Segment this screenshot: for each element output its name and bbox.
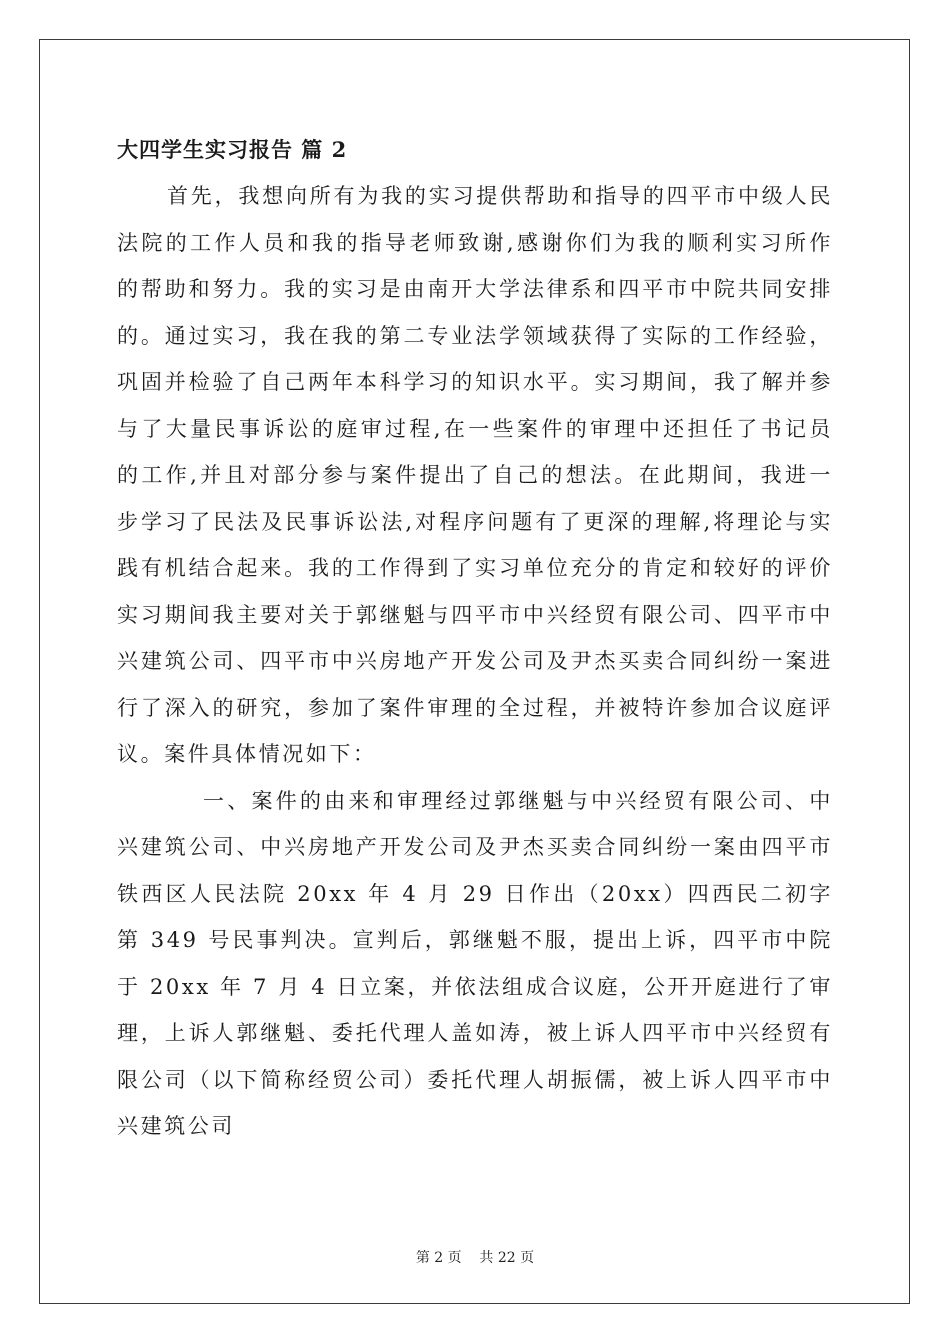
paragraph-case-history: 一、案件的由来和审理经过郭继魁与中兴经贸有限公司、中兴建筑公司、中兴房地产开发公司及尹杰买卖合同纠纷一案由四平市铁西区人民法院 20xx 年 4 月 29 日作出（20xx）四西民二初字第 349 号民事判决。宣判后，郭继魁不服，提出上诉，四平市中院于 20xx 年 7 月 4 日立案，并依法组成合议庭，公开开庭进行了审理，上诉人郭继魁、委托代理人盖如涛，被上诉人四平市中兴经贸有限公司（以下简称经贸公司）委托代理人胡振儒，被上诉人四平市中兴建筑公司 bbox=[117, 788, 833, 1138]
document-body bbox=[117, 127, 833, 1150]
paragraph-acknowledgement: 首先，我想向所有为我的实习提供帮助和指导的四平市中级人民法院的工作人员和我的指导老师致谢,感谢你们为我的顺利实习所作的帮助和努力。我的实习是由南开大学法律系和四平市中院共同安排的。通过实习，我在我的第二专业法学领域获得了实际的工作经验，巩固并检验了自己两年本科学习的知识水平。实习期间，我了解并参与了大量民事诉讼的庭审过程,在一些案件的审理中还担任了书记员的工作,并且对部分参与案件提出了自己的想法。在此期间，我进一步学习了民法及民事诉讼法,对程序问题有了更深的理解,将理论与实践有机结合起来。我的工作得到了实习单位充分的肯定和较好的评价实习期间我主要对关于郭继魁与四平市中兴经贸有限公司、四平市中兴建筑公司、四平市中兴房地产开发公司及尹杰买卖合同纠纷一案进行了深入的研究，参加了案件审理的全过程，并被特许参加合议庭评议。案件具体情况如下： bbox=[117, 184, 833, 766]
document-title: 大四学生实习报告 篇 2 bbox=[117, 137, 348, 162]
page-number-footer: 第 2 页 共 22 页 bbox=[415, 1250, 535, 1266]
